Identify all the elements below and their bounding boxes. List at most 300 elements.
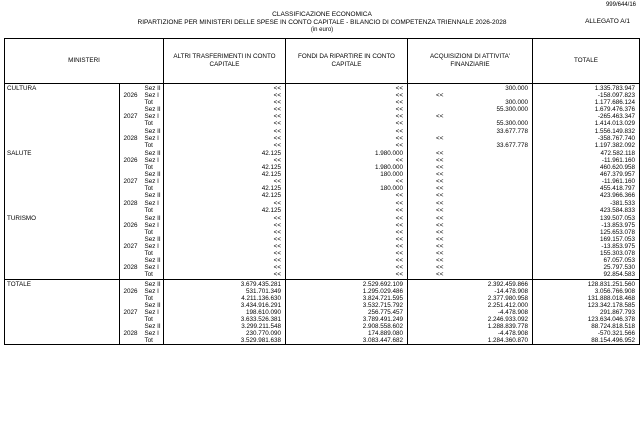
section-cell: Sez II <box>142 128 164 135</box>
totale-cell: 1.414.013.029 <box>533 120 640 127</box>
fondi-da-ripartire-cell: << <box>286 92 408 99</box>
year-cell: 2027 <box>120 113 142 120</box>
fondi-da-ripartire-cell: << <box>286 106 408 113</box>
altri-trasferimenti-cell: << <box>164 113 286 120</box>
section-cell: Tot <box>142 207 164 214</box>
fondi-da-ripartire-cell: 2.529.692.109 <box>286 279 408 288</box>
year-cell <box>120 142 142 149</box>
year-cell <box>120 250 142 257</box>
table-row <box>5 99 640 106</box>
ministry-name <box>5 295 120 302</box>
ministry-name <box>5 250 120 257</box>
year-cell: 2026 <box>120 157 142 164</box>
acquisizioni-cell: << <box>408 92 533 99</box>
acquisizioni-cell: 1.288.839.778 <box>408 323 533 330</box>
totale-cell: 467.379.957 <box>533 171 640 178</box>
altri-trasferimenti-cell: << <box>164 128 286 135</box>
ministry-name <box>5 113 120 120</box>
fondi-da-ripartire-cell: << <box>286 192 408 199</box>
ministry-name <box>5 157 120 164</box>
year-cell <box>120 302 142 309</box>
totale-cell: 123.342.178.585 <box>533 302 640 309</box>
ministry-name <box>5 200 120 207</box>
section-cell: Sez II <box>142 302 164 309</box>
year-cell <box>120 192 142 199</box>
section-cell: Sez II <box>142 192 164 199</box>
fondi-da-ripartire-cell: 3.824.721.595 <box>286 295 408 302</box>
ministry-name <box>5 128 120 135</box>
totale-cell: -570.321.566 <box>533 330 640 337</box>
altri-trasferimenti-cell: << <box>164 236 286 243</box>
acquisizioni-cell: << <box>408 157 533 164</box>
altri-trasferimenti-cell: << <box>164 264 286 271</box>
section-cell: Sez I <box>142 330 164 337</box>
fondi-da-ripartire-cell: << <box>286 229 408 236</box>
year-cell <box>120 279 142 288</box>
section-cell: Sez I <box>142 157 164 164</box>
ministry-name <box>5 236 120 243</box>
year-cell <box>120 295 142 302</box>
year-cell <box>120 106 142 113</box>
totale-cell: 128.831.251.560 <box>533 279 640 288</box>
altri-trasferimenti-cell: 3.299.211.548 <box>164 323 286 330</box>
fondi-da-ripartire-cell: << <box>286 128 408 135</box>
altri-trasferimenti-cell: << <box>164 243 286 250</box>
header-acquisizioni: ACQUISIZIONI DI ATTIVITA' FINANZIARIE <box>408 39 533 84</box>
altri-trasferimenti-cell: 42.125 <box>164 192 286 199</box>
section-cell: Sez I <box>142 288 164 295</box>
acquisizioni-cell: << <box>408 113 533 120</box>
acquisizioni-cell: 55.300.000 <box>408 120 533 127</box>
year-cell: 2027 <box>120 243 142 250</box>
year-cell: 2028 <box>120 330 142 337</box>
acquisizioni-cell: << <box>408 229 533 236</box>
year-cell <box>120 99 142 106</box>
totale-cell: -358.767.740 <box>533 135 640 142</box>
altri-trasferimenti-cell: 4.211.136.630 <box>164 295 286 302</box>
altri-trasferimenti-cell: 230.770.090 <box>164 330 286 337</box>
totale-cell: 125.653.078 <box>533 229 640 236</box>
table-row <box>5 120 640 127</box>
fondi-da-ripartire-cell: 256.775.457 <box>286 309 408 316</box>
section-cell: Sez II <box>142 214 164 222</box>
table-header-row <box>5 39 640 84</box>
table-row <box>5 207 640 214</box>
table-row <box>5 149 640 157</box>
altri-trasferimenti-cell: 42.125 <box>164 185 286 192</box>
section-cell: Sez II <box>142 149 164 157</box>
table-row <box>5 288 640 295</box>
altri-trasferimenti-cell: << <box>164 222 286 229</box>
year-cell <box>120 120 142 127</box>
totale-cell: 88.154.496.952 <box>533 337 640 345</box>
year-cell <box>120 337 142 345</box>
section-cell: Sez II <box>142 257 164 264</box>
fondi-da-ripartire-cell: << <box>286 135 408 142</box>
fondi-da-ripartire-cell: << <box>286 157 408 164</box>
year-cell: 2026 <box>120 92 142 99</box>
header-fondi-da-ripartire: FONDI DA RIPARTIRE IN CONTO CAPITALE <box>286 39 408 84</box>
ministry-name <box>5 185 120 192</box>
year-cell <box>120 164 142 171</box>
fondi-da-ripartire-cell: 1.295.029.486 <box>286 288 408 295</box>
year-cell: 2028 <box>120 135 142 142</box>
acquisizioni-cell: << <box>408 200 533 207</box>
section-cell: Sez I <box>142 243 164 250</box>
table-row <box>5 229 640 236</box>
acquisizioni-cell: << <box>408 236 533 243</box>
annex-label: ALLEGATO A/1 <box>585 18 630 25</box>
section-cell: Tot <box>142 316 164 323</box>
report-title: CLASSIFICAZIONE ECONOMICA <box>272 11 372 18</box>
ministry-name <box>5 207 120 214</box>
table-row <box>5 113 640 120</box>
totale-cell: 131.888.018.468 <box>533 295 640 302</box>
table-row <box>5 214 640 222</box>
section-cell: Sez I <box>142 222 164 229</box>
totale-cell: 3.056.766.908 <box>533 288 640 295</box>
year-cell <box>120 229 142 236</box>
altri-trasferimenti-cell: << <box>164 157 286 164</box>
altri-trasferimenti-cell: << <box>164 250 286 257</box>
fondi-da-ripartire-cell: 1.980.000 <box>286 164 408 171</box>
totale-cell: 1.177.686.124 <box>533 99 640 106</box>
section-cell: Sez I <box>142 264 164 271</box>
altri-trasferimenti-cell: << <box>164 214 286 222</box>
header-totale: TOTALE <box>533 39 640 84</box>
altri-trasferimenti-cell: << <box>164 135 286 142</box>
year-cell <box>120 236 142 243</box>
totale-cell: 423.584.833 <box>533 207 640 214</box>
acquisizioni-cell: 2.392.459.866 <box>408 279 533 288</box>
table-row <box>5 157 640 164</box>
year-cell <box>120 257 142 264</box>
totale-cell: 1.197.382.092 <box>533 142 640 149</box>
acquisizioni-cell: << <box>408 171 533 178</box>
altri-trasferimenti-cell: << <box>164 178 286 185</box>
table-row <box>5 222 640 229</box>
year-cell <box>120 271 142 279</box>
section-cell: Sez I <box>142 309 164 316</box>
year-cell: 2027 <box>120 178 142 185</box>
totale-cell: 25.797.530 <box>533 264 640 271</box>
fondi-da-ripartire-cell: << <box>286 178 408 185</box>
fondi-da-ripartire-cell: << <box>286 84 408 93</box>
section-cell: Tot <box>142 164 164 171</box>
section-cell: Tot <box>142 142 164 149</box>
header-altri-trasferimenti: ALTRI TRASFERIMENTI IN CONTO CAPITALE <box>164 39 286 84</box>
section-cell: Sez I <box>142 135 164 142</box>
totale-cell: -13.853.975 <box>533 222 640 229</box>
acquisizioni-cell: 300.000 <box>408 84 533 93</box>
ministry-name <box>5 309 120 316</box>
altri-trasferimenti-cell: 42.125 <box>164 149 286 157</box>
altri-trasferimenti-cell: 42.125 <box>164 171 286 178</box>
section-cell: Sez II <box>142 84 164 93</box>
acquisizioni-cell: << <box>408 207 533 214</box>
section-cell: Tot <box>142 120 164 127</box>
fondi-da-ripartire-cell: << <box>286 236 408 243</box>
acquisizioni-cell: 33.677.778 <box>408 142 533 149</box>
table-row <box>5 250 640 257</box>
acquisizioni-cell: 2.246.933.092 <box>408 316 533 323</box>
section-cell: Sez I <box>142 200 164 207</box>
table-row <box>5 142 640 149</box>
fondi-da-ripartire-cell: << <box>286 200 408 207</box>
table-row <box>5 178 640 185</box>
altri-trasferimenti-cell: 3.434.916.291 <box>164 302 286 309</box>
altri-trasferimenti-cell: 42.125 <box>164 207 286 214</box>
table-row <box>5 323 640 330</box>
totale-cell: 92.854.583 <box>533 271 640 279</box>
section-cell: Tot <box>142 271 164 279</box>
totale-cell: 460.620.958 <box>533 164 640 171</box>
totale-cell: -265.463.347 <box>533 113 640 120</box>
acquisizioni-cell: 1.284.360.870 <box>408 337 533 345</box>
year-cell: 2028 <box>120 200 142 207</box>
ministry-name <box>5 271 120 279</box>
acquisizioni-cell: << <box>408 185 533 192</box>
ministry-name <box>5 243 120 250</box>
section-cell: Tot <box>142 250 164 257</box>
ministry-name <box>5 257 120 264</box>
ministry-name <box>5 316 120 323</box>
fondi-da-ripartire-cell: 180.000 <box>286 185 408 192</box>
altri-trasferimenti-cell: << <box>164 257 286 264</box>
ministry-name <box>5 164 120 171</box>
fondi-da-ripartire-cell: << <box>286 257 408 264</box>
fondi-da-ripartire-cell: << <box>286 113 408 120</box>
totale-cell: 472.582.118 <box>533 149 640 157</box>
table-row <box>5 185 640 192</box>
altri-trasferimenti-cell: 198.610.090 <box>164 309 286 316</box>
year-cell: 2028 <box>120 264 142 271</box>
fondi-da-ripartire-cell: << <box>286 207 408 214</box>
altri-trasferimenti-cell: 3.679.435.281 <box>164 279 286 288</box>
altri-trasferimenti-cell: << <box>164 92 286 99</box>
document-reference: 999/644/16 <box>605 2 636 8</box>
section-cell: Tot <box>142 337 164 345</box>
year-cell <box>120 316 142 323</box>
table-row <box>5 257 640 264</box>
acquisizioni-cell: << <box>408 149 533 157</box>
section-cell: Sez II <box>142 171 164 178</box>
ministry-name <box>5 142 120 149</box>
fondi-da-ripartire-cell: << <box>286 243 408 250</box>
acquisizioni-cell: 55.300.000 <box>408 106 533 113</box>
table-row <box>5 84 640 93</box>
ministry-name <box>5 330 120 337</box>
altri-trasferimenti-cell: << <box>164 229 286 236</box>
table-row <box>5 92 640 99</box>
ministry-name <box>5 99 120 106</box>
table-row <box>5 330 640 337</box>
acquisizioni-cell: 2.251.412.000 <box>408 302 533 309</box>
year-cell <box>120 149 142 157</box>
fondi-da-ripartire-cell: 3.532.715.792 <box>286 302 408 309</box>
fondi-da-ripartire-cell: << <box>286 99 408 106</box>
year-cell <box>120 185 142 192</box>
section-cell: Sez I <box>142 92 164 99</box>
table-row <box>5 316 640 323</box>
totale-cell: 169.157.053 <box>533 236 640 243</box>
table-row <box>5 200 640 207</box>
totale-cell: -11.961.160 <box>533 157 640 164</box>
totale-cell: 423.966.366 <box>533 192 640 199</box>
altri-trasferimenti-cell: << <box>164 99 286 106</box>
section-cell: Sez II <box>142 279 164 288</box>
year-cell <box>120 171 142 178</box>
altri-trasferimenti-cell: 531.701.349 <box>164 288 286 295</box>
fondi-da-ripartire-cell: << <box>286 120 408 127</box>
acquisizioni-cell: 300.000 <box>408 99 533 106</box>
table-row <box>5 164 640 171</box>
year-cell <box>120 214 142 222</box>
acquisizioni-cell: << <box>408 135 533 142</box>
section-cell: Sez II <box>142 323 164 330</box>
table-row <box>5 106 640 113</box>
acquisizioni-cell: -4.478.908 <box>408 330 533 337</box>
fondi-da-ripartire-cell: << <box>286 271 408 279</box>
section-cell: Sez II <box>142 236 164 243</box>
totale-cell: 1.335.783.947 <box>533 84 640 93</box>
table-row <box>5 279 640 288</box>
ministry-name <box>5 302 120 309</box>
header-ministeri: MINISTERI <box>5 39 164 84</box>
fondi-da-ripartire-cell: 2.908.558.602 <box>286 323 408 330</box>
acquisizioni-cell: 33.677.778 <box>408 128 533 135</box>
ministry-name <box>5 264 120 271</box>
ministry-name: SALUTE <box>5 149 120 157</box>
fondi-da-ripartire-cell: 180.000 <box>286 171 408 178</box>
totale-cell: -381.533 <box>533 200 640 207</box>
ministry-name <box>5 106 120 113</box>
table-row <box>5 309 640 316</box>
ministry-name <box>5 222 120 229</box>
ministry-name <box>5 323 120 330</box>
table-row <box>5 264 640 271</box>
totale-cell: 67.057.053 <box>533 257 640 264</box>
fondi-da-ripartire-cell: << <box>286 214 408 222</box>
table-row <box>5 128 640 135</box>
altri-trasferimenti-cell: << <box>164 106 286 113</box>
section-cell: Sez I <box>142 113 164 120</box>
totale-cell: 1.556.149.832 <box>533 128 640 135</box>
fondi-da-ripartire-cell: << <box>286 250 408 257</box>
year-cell: 2026 <box>120 222 142 229</box>
ministry-name: TURISMO <box>5 214 120 222</box>
acquisizioni-cell: << <box>408 214 533 222</box>
year-cell <box>120 207 142 214</box>
table-row <box>5 337 640 345</box>
altri-trasferimenti-cell: << <box>164 200 286 207</box>
acquisizioni-cell: << <box>408 243 533 250</box>
acquisizioni-cell: << <box>408 192 533 199</box>
totale-cell: -13.853.975 <box>533 243 640 250</box>
acquisizioni-cell: 2.377.980.958 <box>408 295 533 302</box>
totale-cell: 455.418.797 <box>533 185 640 192</box>
altri-trasferimenti-cell: 42.125 <box>164 164 286 171</box>
totale-cell: -11.961.160 <box>533 178 640 185</box>
fondi-da-ripartire-cell: 174.889.080 <box>286 330 408 337</box>
fondi-da-ripartire-cell: 3.789.491.249 <box>286 316 408 323</box>
section-cell: Sez I <box>142 178 164 185</box>
acquisizioni-cell: << <box>408 164 533 171</box>
report-subtitle: RIPARTIZIONE PER MINISTERI DELLE SPESE IN CONTO CAPITALE - BILANCIO DI COMPETENZA TRIENNALE 2026-2028 <box>137 19 507 26</box>
acquisizioni-cell: -14.478.908 <box>408 288 533 295</box>
altri-trasferimenti-cell: 3.633.526.381 <box>164 316 286 323</box>
totale-cell: 88.724.818.518 <box>533 323 640 330</box>
ministry-name <box>5 229 120 236</box>
table-row <box>5 302 640 309</box>
acquisizioni-cell: << <box>408 222 533 229</box>
totale-cell: 123.634.046.378 <box>533 316 640 323</box>
acquisizioni-cell: << <box>408 257 533 264</box>
year-cell <box>120 84 142 93</box>
altri-trasferimenti-cell: << <box>164 142 286 149</box>
altri-trasferimenti-cell: << <box>164 84 286 93</box>
table-row <box>5 236 640 243</box>
section-cell: Tot <box>142 185 164 192</box>
acquisizioni-cell: -4.478.908 <box>408 309 533 316</box>
table-row <box>5 135 640 142</box>
totale-cell: 139.507.053 <box>533 214 640 222</box>
fondi-da-ripartire-cell: 1.980.000 <box>286 149 408 157</box>
year-cell: 2026 <box>120 288 142 295</box>
table-row <box>5 295 640 302</box>
altri-trasferimenti-cell: 3.529.981.638 <box>164 337 286 345</box>
year-cell <box>120 128 142 135</box>
ministry-name <box>5 92 120 99</box>
section-cell: Tot <box>142 229 164 236</box>
acquisizioni-cell: << <box>408 250 533 257</box>
table-row <box>5 192 640 199</box>
totale-cell: -158.097.823 <box>533 92 640 99</box>
fondi-da-ripartire-cell: << <box>286 264 408 271</box>
ministry-name <box>5 288 120 295</box>
table-body <box>5 84 640 345</box>
ministry-name: CULTURA <box>5 84 120 93</box>
totale-cell: 291.867.793 <box>533 309 640 316</box>
ministry-name <box>5 120 120 127</box>
ministry-name <box>5 337 120 345</box>
altri-trasferimenti-cell: << <box>164 120 286 127</box>
table-row <box>5 271 640 279</box>
unit-label: (in euro) <box>310 27 334 33</box>
ministry-name <box>5 171 120 178</box>
altri-trasferimenti-cell: << <box>164 271 286 279</box>
ministry-name <box>5 178 120 185</box>
fondi-da-ripartire-cell: 3.083.447.682 <box>286 337 408 345</box>
ministry-name <box>5 192 120 199</box>
acquisizioni-cell: << <box>408 271 533 279</box>
fondi-da-ripartire-cell: << <box>286 222 408 229</box>
table-row <box>5 171 640 178</box>
totale-cell: 1.679.476.376 <box>533 106 640 113</box>
section-cell: Tot <box>142 99 164 106</box>
year-cell: 2027 <box>120 309 142 316</box>
section-cell: Sez II <box>142 106 164 113</box>
fondi-da-ripartire-cell: << <box>286 142 408 149</box>
acquisizioni-cell: << <box>408 178 533 185</box>
section-cell: Tot <box>142 295 164 302</box>
ministry-name <box>5 135 120 142</box>
ministry-name: TOTALE <box>5 279 120 288</box>
year-cell <box>120 323 142 330</box>
spending-table <box>4 38 640 345</box>
totale-cell: 155.303.078 <box>533 250 640 257</box>
acquisizioni-cell: << <box>408 264 533 271</box>
